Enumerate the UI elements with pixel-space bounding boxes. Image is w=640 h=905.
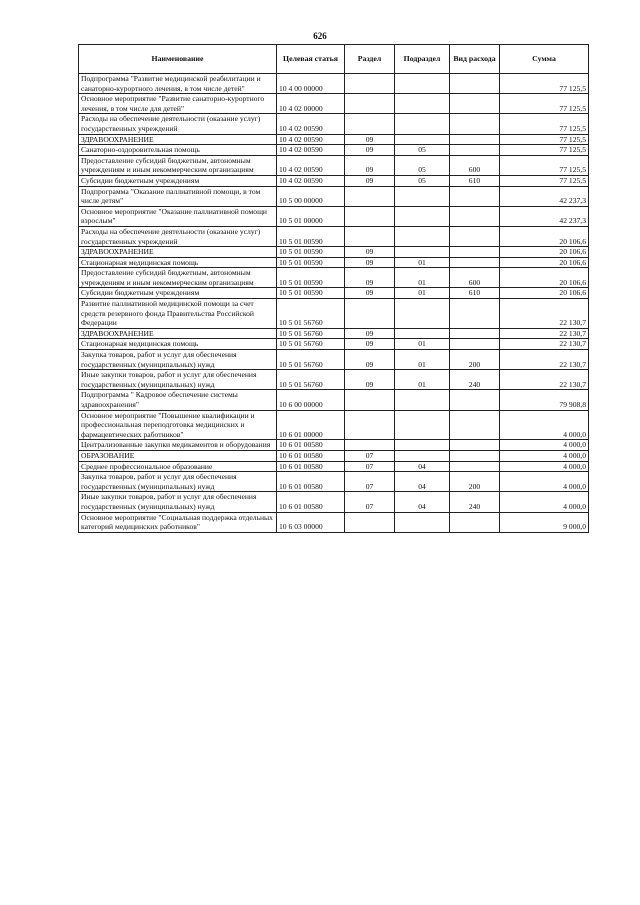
row-type-cell: 200: [450, 472, 500, 492]
row-subsection-cell: [395, 440, 450, 451]
table-row: [79, 450, 589, 461]
row-code-cell: 10 4 02 00590: [277, 175, 345, 186]
row-type-cell: [450, 512, 500, 532]
row-section-cell: 09: [345, 268, 395, 288]
row-subsection-cell: 04: [395, 472, 450, 492]
row-sum-cell: 20 106,6: [500, 268, 589, 288]
row-sum-cell: 77 125,5: [500, 155, 589, 175]
row-name-cell: Подпрограмма "Оказание паллиативной помощи, в том числе детям": [79, 186, 277, 206]
row-section-cell: 09: [345, 145, 395, 156]
row-subsection-cell: [395, 94, 450, 114]
table-row: [79, 206, 589, 226]
row-code-cell: 10 6 03 00000: [277, 512, 345, 532]
row-section-cell: 09: [345, 247, 395, 258]
row-name-cell: Основное мероприятие "Повышение квалификации и профессиональная переподготовка медицинских и фармацевтических работников": [79, 410, 277, 440]
row-name-cell: Подпрограмма " Кадровое обеспечение системы здравоохранения": [79, 390, 277, 410]
header-subsection: Подраздел: [395, 45, 450, 74]
row-subsection-cell: [395, 247, 450, 258]
row-name-cell: Среднее профессиональное образование: [79, 461, 277, 472]
row-name-cell: Централизованные закупки медикаментов и оборудования: [79, 440, 277, 451]
table-row: [79, 339, 589, 350]
row-section-cell: [345, 410, 395, 440]
row-type-cell: [450, 257, 500, 268]
row-sum-cell: 4 000,0: [500, 492, 589, 512]
row-code-cell: 10 4 00 00000: [277, 74, 345, 94]
row-sum-cell: 4 000,0: [500, 450, 589, 461]
header-name: Наименование: [79, 45, 277, 74]
row-sum-cell: 22 130,7: [500, 328, 589, 339]
row-section-cell: 09: [345, 370, 395, 390]
row-sum-cell: 77 125,5: [500, 145, 589, 156]
row-name-cell: Санаторно-оздоровительная помощь: [79, 145, 277, 156]
row-section-cell: [345, 226, 395, 246]
row-code-cell: 10 5 01 56760: [277, 350, 345, 370]
table-row: [79, 94, 589, 114]
row-section-cell: 09: [345, 350, 395, 370]
row-sum-cell: 4 000,0: [500, 440, 589, 451]
row-code-cell: 10 6 01 00580: [277, 450, 345, 461]
row-subsection-cell: [395, 410, 450, 440]
row-code-cell: 10 5 01 56760: [277, 370, 345, 390]
row-code-cell: 10 6 01 00580: [277, 472, 345, 492]
row-subsection-cell: [395, 186, 450, 206]
table-row: [79, 461, 589, 472]
table-row: [79, 299, 589, 329]
row-sum-cell: 77 125,5: [500, 74, 589, 94]
row-sum-cell: 22 130,7: [500, 350, 589, 370]
row-name-cell: Субсидии бюджетным учреждениям: [79, 175, 277, 186]
row-name-cell: Основное мероприятие "Развитие санаторно-курортного лечения, в том числе для детей": [79, 94, 277, 114]
row-type-cell: [450, 299, 500, 329]
row-subsection-cell: [395, 134, 450, 145]
row-type-cell: [450, 410, 500, 440]
row-code-cell: 10 5 01 00590: [277, 257, 345, 268]
row-type-cell: [450, 145, 500, 156]
row-section-cell: 07: [345, 472, 395, 492]
row-section-cell: [345, 186, 395, 206]
row-type-cell: [450, 226, 500, 246]
row-section-cell: 09: [345, 155, 395, 175]
row-code-cell: 10 4 02 00590: [277, 145, 345, 156]
row-sum-cell: 4 000,0: [500, 472, 589, 492]
row-subsection-cell: [395, 74, 450, 94]
row-sum-cell: 22 130,7: [500, 299, 589, 329]
table-row: [79, 472, 589, 492]
row-type-cell: 240: [450, 370, 500, 390]
row-name-cell: Основное мероприятие "Социальная поддержка отдельных категорий медицинских работников": [79, 512, 277, 532]
row-subsection-cell: 05: [395, 145, 450, 156]
row-sum-cell: 42 237,3: [500, 186, 589, 206]
row-type-cell: [450, 247, 500, 258]
row-type-cell: [450, 114, 500, 134]
row-code-cell: 10 4 02 00590: [277, 114, 345, 134]
row-section-cell: 07: [345, 450, 395, 461]
row-section-cell: 09: [345, 328, 395, 339]
row-sum-cell: 22 130,7: [500, 370, 589, 390]
row-code-cell: 10 6 01 00580: [277, 461, 345, 472]
row-subsection-cell: 05: [395, 175, 450, 186]
row-name-cell: Предоставление субсидий бюджетным, автономным учреждениям и иным некоммерческим организациям: [79, 155, 277, 175]
row-type-cell: 610: [450, 175, 500, 186]
row-sum-cell: 20 106,6: [500, 247, 589, 258]
row-section-cell: 07: [345, 492, 395, 512]
row-type-cell: [450, 74, 500, 94]
row-type-cell: 600: [450, 155, 500, 175]
row-sum-cell: 77 125,5: [500, 134, 589, 145]
row-subsection-cell: [395, 450, 450, 461]
row-name-cell: Стационарная медицинская помощь: [79, 339, 277, 350]
header-sum: Сумма: [500, 45, 589, 74]
row-section-cell: 09: [345, 339, 395, 350]
row-subsection-cell: 01: [395, 257, 450, 268]
row-type-cell: [450, 461, 500, 472]
row-section-cell: [345, 440, 395, 451]
table-row: [79, 492, 589, 512]
header-section: Раздел: [345, 45, 395, 74]
row-type-cell: 610: [450, 288, 500, 299]
row-section-cell: 09: [345, 175, 395, 186]
table-row: [79, 226, 589, 246]
table-row: [79, 512, 589, 532]
table-row: [79, 186, 589, 206]
table-row: [79, 257, 589, 268]
row-section-cell: 09: [345, 288, 395, 299]
row-sum-cell: 79 908,8: [500, 390, 589, 410]
row-name-cell: Расходы на обеспечение деятельности (оказание услуг) государственных учреждений: [79, 114, 277, 134]
row-section-cell: [345, 206, 395, 226]
table-row: [79, 114, 589, 134]
row-sum-cell: 4 000,0: [500, 410, 589, 440]
row-code-cell: 10 5 01 00590: [277, 288, 345, 299]
row-sum-cell: 77 125,5: [500, 114, 589, 134]
row-subsection-cell: 01: [395, 339, 450, 350]
row-type-cell: [450, 440, 500, 451]
header-target-article: Целевая статья: [277, 45, 345, 74]
row-code-cell: 10 5 00 00000: [277, 186, 345, 206]
table-body: [79, 74, 589, 533]
row-subsection-cell: [395, 114, 450, 134]
table-row: [79, 350, 589, 370]
row-subsection-cell: [395, 512, 450, 532]
row-sum-cell: 22 130,7: [500, 339, 589, 350]
row-subsection-cell: [395, 226, 450, 246]
row-sum-cell: 20 106,6: [500, 257, 589, 268]
table-row: [79, 370, 589, 390]
row-section-cell: [345, 299, 395, 329]
row-type-cell: [450, 339, 500, 350]
row-subsection-cell: 01: [395, 350, 450, 370]
row-type-cell: [450, 206, 500, 226]
row-section-cell: 09: [345, 134, 395, 145]
row-type-cell: [450, 134, 500, 145]
row-name-cell: ОБРАЗОВАНИЕ: [79, 450, 277, 461]
row-code-cell: 10 5 01 00000: [277, 206, 345, 226]
row-section-cell: 09: [345, 257, 395, 268]
row-code-cell: 10 6 01 00580: [277, 492, 345, 512]
row-subsection-cell: 01: [395, 370, 450, 390]
row-code-cell: 10 4 02 00590: [277, 134, 345, 145]
row-section-cell: 07: [345, 461, 395, 472]
row-section-cell: [345, 512, 395, 532]
row-type-cell: [450, 186, 500, 206]
row-name-cell: Иные закупки товаров, работ и услуг для обеспечения государственных (муниципальных) нужд: [79, 492, 277, 512]
row-section-cell: [345, 94, 395, 114]
row-code-cell: 10 6 01 00000: [277, 410, 345, 440]
row-sum-cell: 4 000,0: [500, 461, 589, 472]
table-row: [79, 268, 589, 288]
row-type-cell: [450, 390, 500, 410]
table-row: [79, 247, 589, 258]
row-section-cell: [345, 114, 395, 134]
row-type-cell: [450, 328, 500, 339]
row-name-cell: Подпрограмма "Развитие медицинской реабилитации и санаторно-курортного лечения, в том числе детей": [79, 74, 277, 94]
table-row: [79, 134, 589, 145]
table-row: [79, 328, 589, 339]
row-name-cell: Основное мероприятие "Оказание паллиативной помощи взрослым": [79, 206, 277, 226]
row-code-cell: 10 5 01 00590: [277, 247, 345, 258]
row-code-cell: 10 5 01 00590: [277, 268, 345, 288]
row-name-cell: Стационарная медицинская помощь: [79, 257, 277, 268]
row-subsection-cell: 01: [395, 288, 450, 299]
table-row: [79, 155, 589, 175]
table-row: [79, 175, 589, 186]
row-sum-cell: 77 125,5: [500, 94, 589, 114]
row-sum-cell: 20 106,6: [500, 226, 589, 246]
row-subsection-cell: [395, 328, 450, 339]
row-code-cell: 10 5 01 56760: [277, 328, 345, 339]
row-type-cell: 200: [450, 350, 500, 370]
row-section-cell: [345, 390, 395, 410]
row-name-cell: Закупка товаров, работ и услуг для обеспечения государственных (муниципальных) нужд: [79, 350, 277, 370]
row-code-cell: 10 5 01 56760: [277, 299, 345, 329]
row-sum-cell: 9 000,0: [500, 512, 589, 532]
table-row: [79, 74, 589, 94]
row-code-cell: 10 6 01 00580: [277, 440, 345, 451]
row-name-cell: Предоставление субсидий бюджетным, автономным учреждениям и иным некоммерческим организациям: [79, 268, 277, 288]
table-row: [79, 288, 589, 299]
row-code-cell: 10 6 00 00000: [277, 390, 345, 410]
row-name-cell: ЗДРАВООХРАНЕНИЕ: [79, 247, 277, 258]
row-subsection-cell: 04: [395, 492, 450, 512]
row-subsection-cell: 01: [395, 268, 450, 288]
row-subsection-cell: [395, 299, 450, 329]
row-type-cell: [450, 94, 500, 114]
row-type-cell: [450, 450, 500, 461]
row-type-cell: 600: [450, 268, 500, 288]
row-name-cell: ЗДРАВООХРАНЕНИЕ: [79, 134, 277, 145]
page-number: 626: [313, 31, 327, 41]
row-name-cell: Расходы на обеспечение деятельности (оказание услуг) государственных учреждений: [79, 226, 277, 246]
row-subsection-cell: [395, 206, 450, 226]
row-name-cell: Развитие паллиативной медицинской помощи за счет средств резервного фонда Правительства Российской Федерации: [79, 299, 277, 329]
table-row: [79, 145, 589, 156]
row-sum-cell: 42 237,3: [500, 206, 589, 226]
table-row: [79, 440, 589, 451]
row-name-cell: Закупка товаров, работ и услуг для обеспечения государственных (муниципальных) нужд: [79, 472, 277, 492]
row-name-cell: Субсидии бюджетным учреждениям: [79, 288, 277, 299]
row-name-cell: ЗДРАВООХРАНЕНИЕ: [79, 328, 277, 339]
table-header-row: [79, 45, 589, 74]
row-name-cell: Иные закупки товаров, работ и услуг для обеспечения государственных (муниципальных) нужд: [79, 370, 277, 390]
row-code-cell: 10 5 01 00590: [277, 226, 345, 246]
row-subsection-cell: 04: [395, 461, 450, 472]
table-row: [79, 390, 589, 410]
row-code-cell: 10 5 01 56760: [277, 339, 345, 350]
budget-table: [78, 44, 589, 533]
row-code-cell: 10 4 02 00000: [277, 94, 345, 114]
row-code-cell: 10 4 02 00590: [277, 155, 345, 175]
row-type-cell: 240: [450, 492, 500, 512]
table-row: [79, 410, 589, 440]
row-subsection-cell: 05: [395, 155, 450, 175]
header-expense-type: Вид расхода: [450, 45, 500, 74]
row-section-cell: [345, 74, 395, 94]
row-sum-cell: 77 125,5: [500, 175, 589, 186]
row-sum-cell: 20 106,6: [500, 288, 589, 299]
row-subsection-cell: [395, 390, 450, 410]
